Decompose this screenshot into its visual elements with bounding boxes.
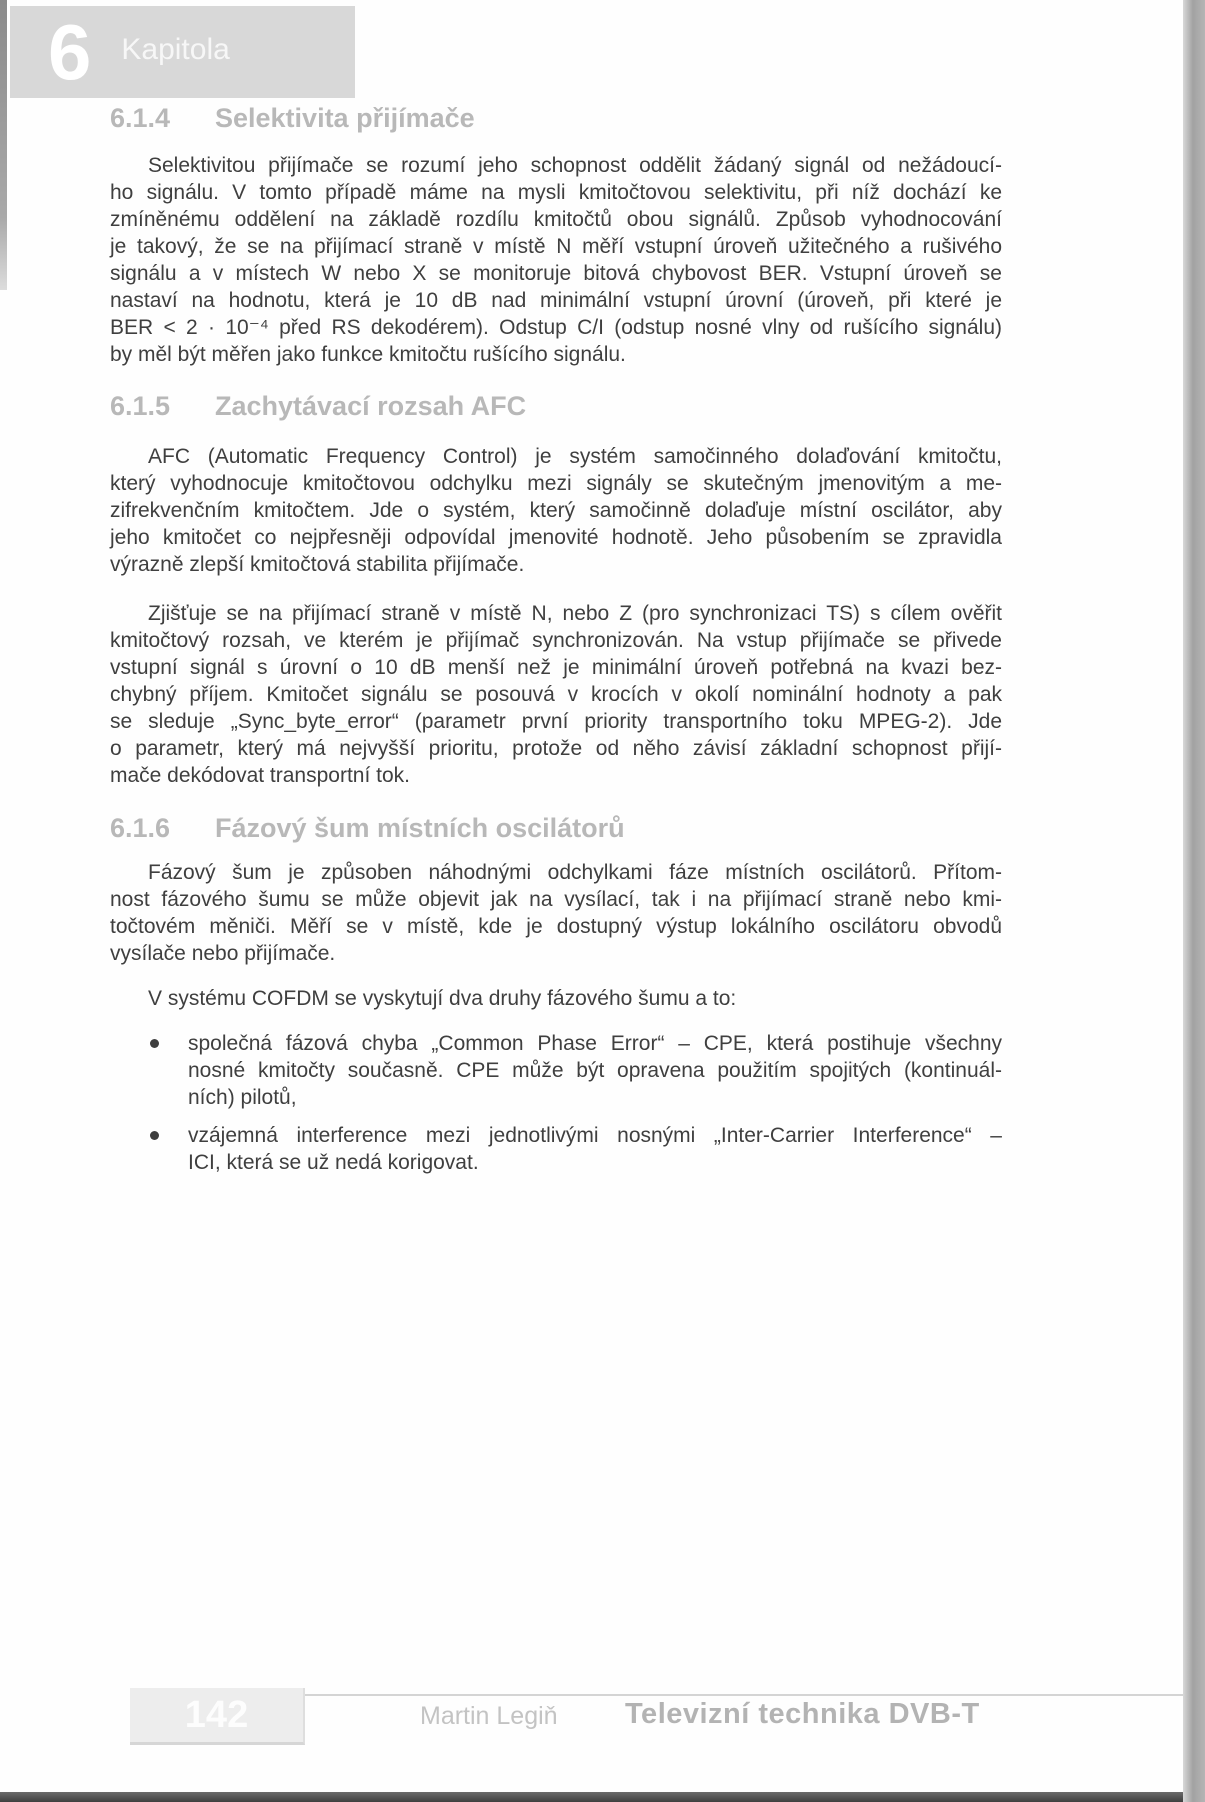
footer-author: Martin Legiň xyxy=(420,1702,558,1730)
text-line: Selektivitou přijímače se rozumí jeho schopnost oddělit žádaný signál od nežádoucí- xyxy=(148,154,1002,177)
chapter-label: Kapitola xyxy=(121,33,230,66)
section-heading-6-1-6 xyxy=(110,813,1002,843)
text-line: kmitočtový rozsah, ve kterém je přijímač synchronizován. Na vstup přijímače se přivede xyxy=(110,629,1002,652)
bullet-text xyxy=(188,1122,1002,1176)
text-line: výrazně zlepší kmitočtová stabilita přijímače. xyxy=(110,553,525,576)
text-line: ho signálu. V tomto případě máme na mysli kmitočtovou selektivitu, při níž dochází ke xyxy=(110,181,1002,204)
page-content xyxy=(110,0,1002,1187)
section-number: 6.1.6 xyxy=(110,813,171,843)
text-line: točtovém měniči. Měří se v místě, kde je dostupný výstup lokálního oscilátoru obvodů xyxy=(110,915,1002,938)
page-number-box xyxy=(130,1688,305,1745)
text-line: se sleduje „Sync_byte_error“ (parametr první priority transportního toku MPEG-2). Jde xyxy=(110,710,1002,733)
section-title: Zachytávací rozsah AFC xyxy=(215,391,527,421)
text-line: nastaví na hodnotu, která je 10 dB nad minimální vstupní úrovní (úroveň, při které je xyxy=(110,289,1002,312)
text-line: Zjišťuje se na přijímací straně v místě N, nebo Z (pro synchronizaci TS) s cílem ověřit xyxy=(148,602,1002,625)
text-line: jeho kmitočet co nejpřesněji odpovídal jmenovité hodnotě. Jeho působením se zpravidla xyxy=(110,526,1002,549)
text-line: vstupní signál s úrovní o 10 dB menší než je minimální úroveň potřebná na kvazi bez- xyxy=(110,656,1002,679)
text-line: by měl být měřen jako funkce kmitočtu rušícího signálu. xyxy=(110,343,626,366)
section-heading-6-1-5 xyxy=(110,391,1002,421)
text-line: zmíněnému oddělení na základě rozdílu kmitočtů obou signálů. Způsob vyhodnocování xyxy=(110,208,1002,231)
bullet-text xyxy=(188,1030,1002,1111)
text-line: Fázový šum je způsoben náhodnými odchylkami fáze místních oscilátorů. Přítom- xyxy=(148,861,1002,884)
text-line: nosné kmitočty současně. CPE může být opravena použitím spojitých (kontinuál- xyxy=(188,1059,1002,1082)
list-item-cpe xyxy=(110,1030,1002,1111)
bullet-list xyxy=(110,1030,1002,1176)
text-line: vysílače nebo přijímače. xyxy=(110,942,336,965)
section-title: Selektivita přijímače xyxy=(215,103,475,133)
scan-bottom-edge xyxy=(0,1792,1205,1802)
text-line: společná fázová chyba „Common Phase Error“ – CPE, která postihuje všechny xyxy=(188,1032,1002,1055)
text-line: V systému COFDM se vyskytují dva druhy fázového šumu a to: xyxy=(148,987,737,1010)
page-number: 142 xyxy=(184,1693,249,1736)
text-line: nost fázového šumu se může objevit jak na vysílací, tak i na přijímací straně nebo kmi- xyxy=(110,888,1002,911)
scan-left-edge xyxy=(0,0,7,290)
list-item-ici xyxy=(110,1122,1002,1176)
bullet-icon xyxy=(150,1039,159,1048)
text-line: signálu a v místech W nebo X se monitoruje bitová chybovost BER. Vstupní úroveň se xyxy=(110,262,1002,285)
text-line: je takový, že se na přijímací straně v místě N měří vstupní úroveň užitečného a rušivého xyxy=(110,235,1002,258)
section-number: 6.1.5 xyxy=(110,391,171,421)
page-edge-shadow xyxy=(1183,0,1205,1802)
paragraph-afc-2 xyxy=(110,600,1002,789)
text-line: ICI, která se už nedá korigovat. xyxy=(188,1151,479,1174)
text-line: ních) pilotů, xyxy=(188,1086,297,1109)
paragraph-selectivity xyxy=(110,152,1002,368)
section-title: Fázový šum místních oscilátorů xyxy=(215,813,625,843)
chapter-number: 6 xyxy=(48,8,92,96)
section-number: 6.1.4 xyxy=(110,103,171,133)
text-line: mače dekódovat transportní tok. xyxy=(110,764,410,787)
text-line: který vyhodnocuje kmitočtovou odchylku mezi signály se skutečným jmenovitým a me- xyxy=(110,472,1002,495)
text-line: BER < 2 · 10⁻⁴ před RS dekodérem). Odstup C/I (odstup nosné vlny od rušícího signálu) xyxy=(110,316,1002,339)
bullet-icon xyxy=(150,1131,159,1140)
section-heading-6-1-4 xyxy=(110,103,1002,133)
paragraph-phase-noise-2 xyxy=(110,985,1002,1012)
footer-book-title: Televizní technika DVB-T xyxy=(625,1698,980,1730)
text-line: AFC (Automatic Frequency Control) je systém samočinného dolaďování kmitočtu, xyxy=(148,445,1002,468)
text-line: chybný příjem. Kmitočet signálu se posouvá v krocích v okolí nominální hodnoty a pak xyxy=(110,683,1002,706)
text-line: zifrekvenčním kmitočtem. Jde o systém, který samočinně dolaďuje místní oscilátor, aby xyxy=(110,499,1002,522)
text-line: vzájemná interference mezi jednotlivými nosnými „Inter-Carrier Interference“ – xyxy=(188,1124,1002,1147)
paragraph-afc-1 xyxy=(110,443,1002,578)
paragraph-phase-noise-1 xyxy=(110,859,1002,967)
footer-divider xyxy=(305,1694,1183,1696)
text-line: o parametr, který má nejvyšší prioritu, protože od něho závisí základní schopnost přijí- xyxy=(110,737,1002,760)
